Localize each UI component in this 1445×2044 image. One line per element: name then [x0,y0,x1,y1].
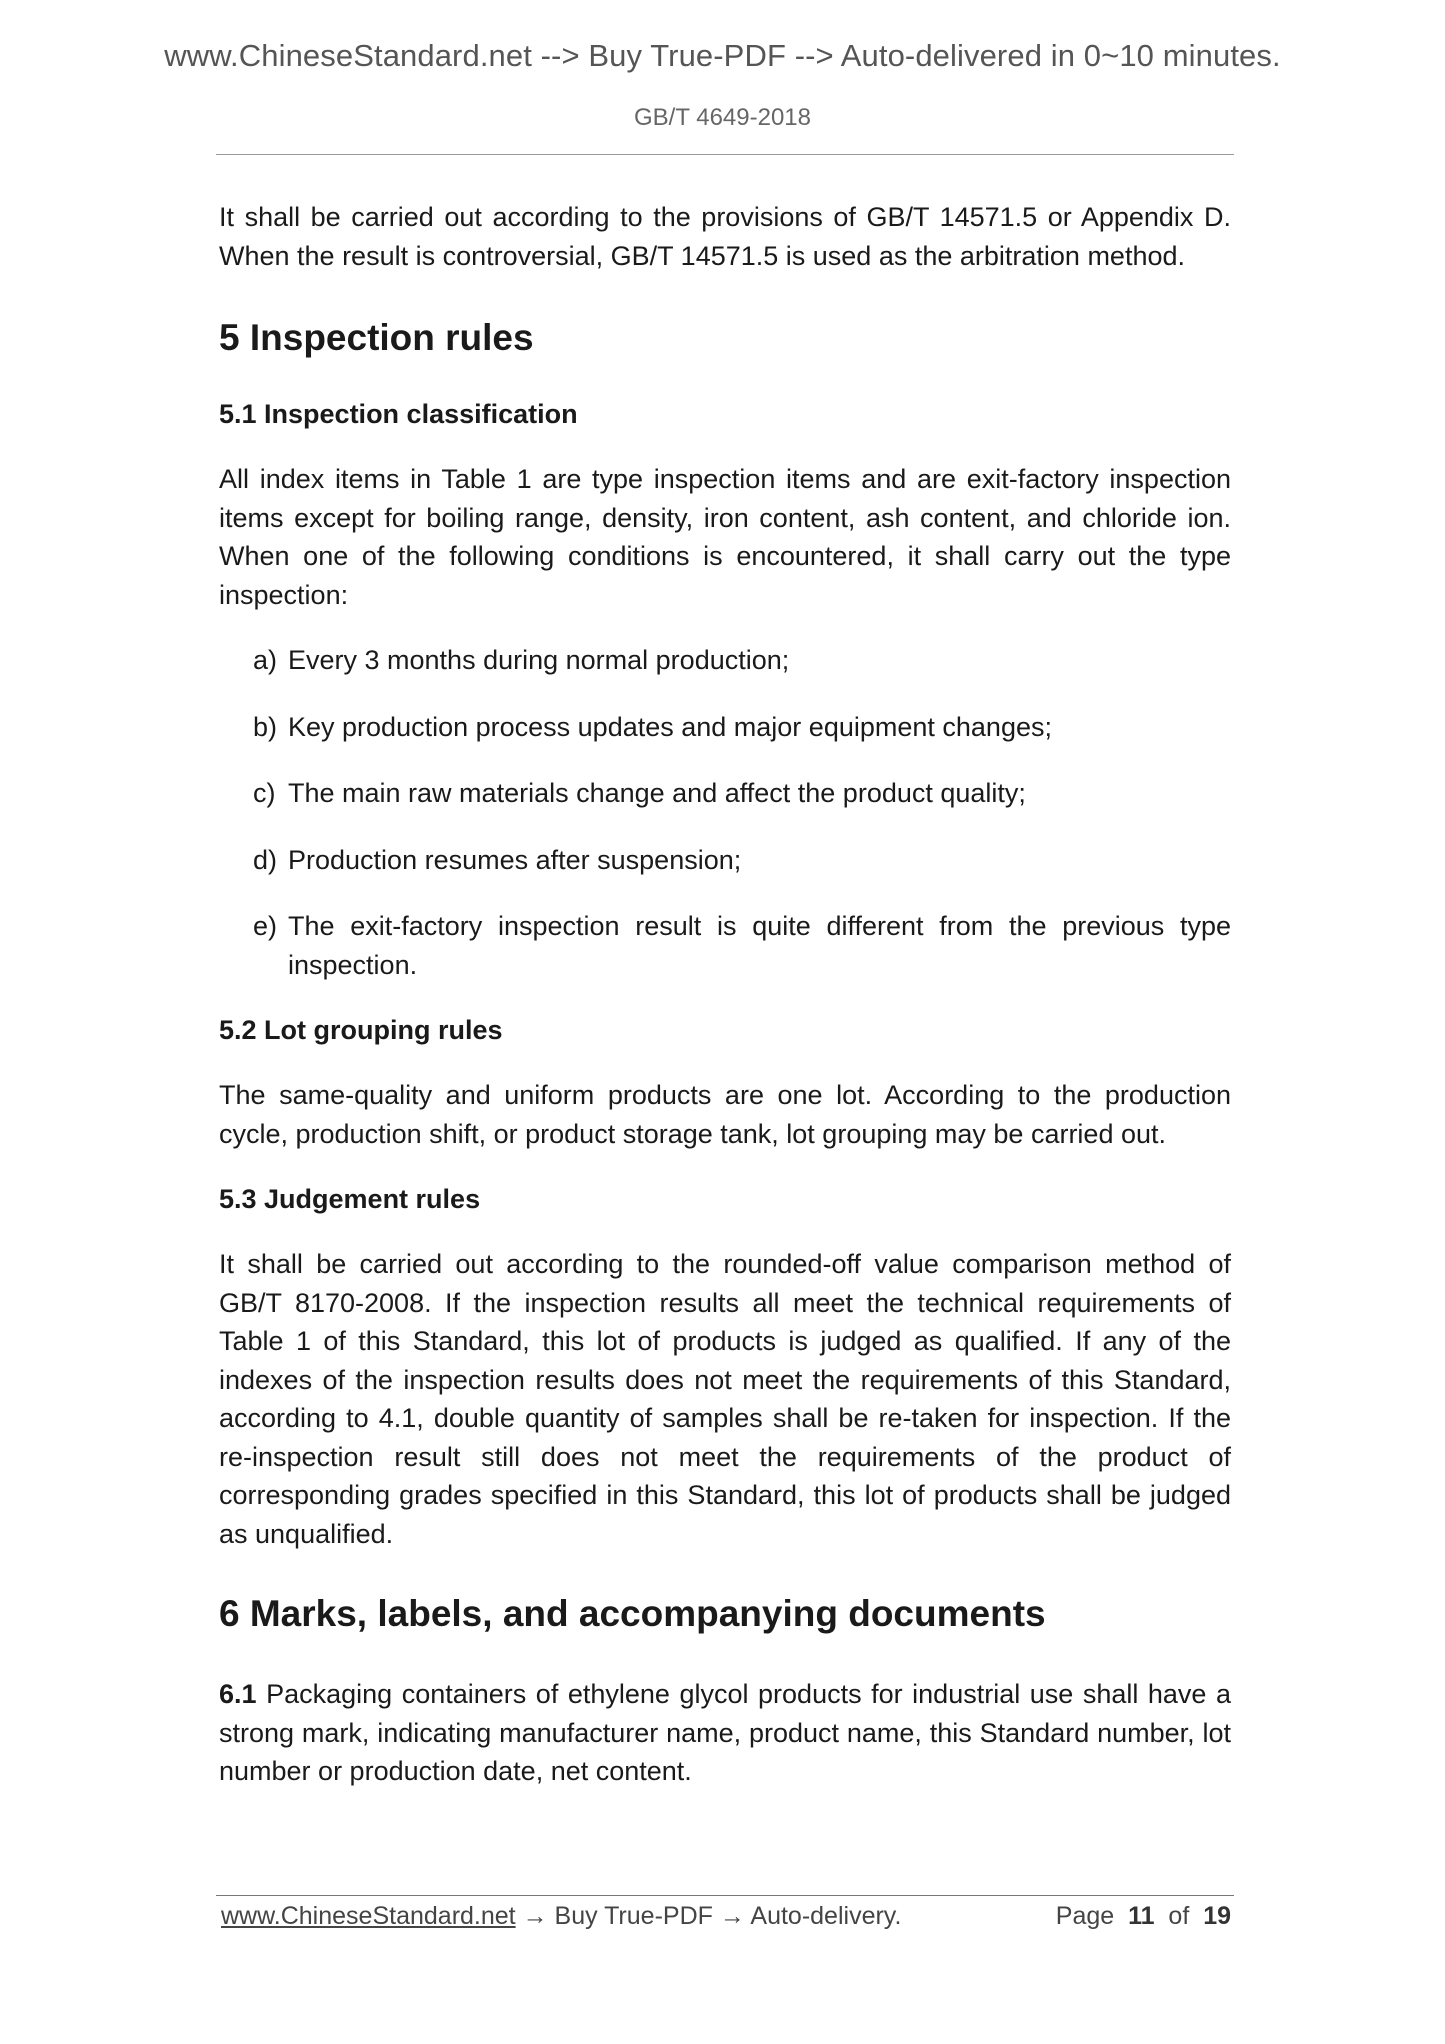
type-inspection-conditions-list [219,641,1231,984]
subsection-5-2-heading: 5.2 Lot grouping rules [219,1015,503,1045]
clause-6-1-paragraph [219,1675,1231,1791]
page-of-label: of [1168,1902,1190,1930]
list-item [219,708,1231,747]
list-item-text: The main raw materials change and affect the product quality; [288,778,1026,808]
list-item [219,774,1231,813]
page-total: 19 [1203,1902,1231,1930]
subsection-5-3-heading: 5.3 Judgement rules [219,1184,481,1214]
list-item-letter: e) [253,911,278,941]
subsection-5-1-heading: 5.1 Inspection classification [219,399,578,429]
intro-paragraph: It shall be carried out according to the provisions of GB/T 14571.5 or Appendix D. When the result is controversial, GB/T 14571.5 is used as the arbitration method. [219,202,1231,271]
list-item [219,841,1231,880]
page-content [219,198,1231,1791]
header-divider [216,154,1234,155]
page-number [1056,1899,1231,1933]
footer-promo [221,1899,901,1933]
subsection-5-3-paragraph: It shall be carried out according to the rounded-off value comparison method of GB/T 8170-2008. If the inspection results all meet the technical requirements of Table 1 of this Standard, this lot of products is judged as qualified. If any of the indexes of the inspection results does not meet the requirements of this Standard, according to 4.1, double quantity of samples shall be re-taken for inspection. If the re-inspection result still does not meet the requirements of the product of corresponding grades specified in this Standard, this lot of products shall be judged as unqualified. [219,1249,1231,1549]
list-item-text: Every 3 months during normal production; [288,645,790,675]
list-item [219,641,1231,680]
subsection-5-1-paragraph: All index items in Table 1 are type inspection items and are exit-factory inspection items except for boiling range, density, iron content, ash content, and chloride ion. When one of the following conditions is encountered, it shall carry out the type inspection: [219,464,1231,610]
page-label: Page [1055,1902,1115,1930]
clause-6-1-text: Packaging containers of ethylene glycol products for industrial use shall have a strong mark, indicating manufacturer name, product name, this Standard number, lot number or production date, net content. [219,1679,1231,1786]
page-current: 11 [1128,1902,1155,1930]
subsection-5-2-paragraph: The same-quality and uniform products are one lot. According to the production cycle, production shift, or product storage tank, lot grouping may be carried out. [219,1080,1231,1149]
footer-delivery-text: → Buy True-PDF → Auto-delivery. [515,1902,902,1930]
list-item-letter: b) [253,711,278,742]
list-item-letter: c) [253,778,276,808]
list-item-letter: d) [253,844,278,875]
footer-divider [216,1895,1234,1896]
list-item-text: The exit-factory inspection result is quite different from the previous type inspection. [288,911,1231,980]
section-5-heading: 5 Inspection rules [219,317,534,358]
top-banner: www.ChineseStandard.net --> Buy True-PDF --> Auto-delivered in 0~10 minutes. [164,38,1281,73]
footer-site-link[interactable]: www.ChineseStandard.net [221,1902,516,1930]
list-item-letter: a) [253,645,278,675]
list-item-text: Key production process updates and major equipment changes; [288,711,1052,742]
section-6-heading: 6 Marks, labels, and accompanying documents [219,1593,1046,1634]
list-item [219,907,1231,984]
clause-6-1-number: 6.1 [219,1679,257,1709]
list-item-text: Production resumes after suspension; [288,844,742,875]
standard-number-header: GB/T 4649-2018 [633,104,811,131]
